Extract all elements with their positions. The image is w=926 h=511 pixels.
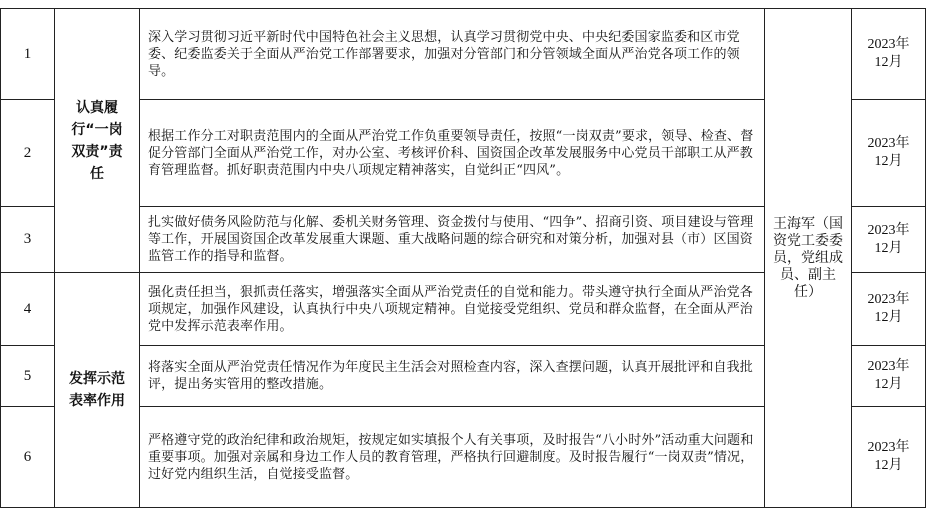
deadline-text: 2023年12月 (867, 136, 910, 169)
deadline (852, 100, 925, 206)
task-description (140, 207, 764, 272)
task-text: 将落实全面从严治党责任情况作为年度民主生活会对照检查内容，深入查摆问题，认真开展批评和自我批评，提出务实管用的整改措施。 (148, 360, 753, 392)
deadline-text: 2023年12月 (867, 440, 910, 473)
deadline (852, 407, 925, 507)
task-description (140, 273, 764, 345)
task-text: 严格遵守党的政治纪律和政治规矩，按规定如实填报个人有关事项，及时报告“八小时外”活动重大问题和重要事项。加强对亲属和身边工作人员的教育管理，严格执行回避制度。及时报告履行“一岗双责”情况，过好党内组织生活，自觉接受监督。 (148, 432, 754, 482)
task-description (140, 100, 764, 206)
responsible-person-cell (765, 9, 851, 507)
task-text: 深入学习贯彻习近平新时代中国特色社会主义思想，认真学习贯彻党中央、中央纪委国家监委和区市党委、纪委监委关于全面从严治党工作部署要求，加强对分管部门和分管领域全面从严治党各项工作的领导。 (148, 29, 740, 79)
row-number: 5 (23, 367, 32, 384)
row-number: 1 (23, 45, 32, 62)
category-cell (55, 273, 139, 507)
deadline (852, 9, 925, 99)
task-text: 强化责任担当，狠抓责任落实，增强落实全面从严治党责任的自觉和能力。带头遵守执行全面从严治党各项规定，加强作风建设，认真执行中央八项规定精神。自觉接受党组织、党员和群众监督，在全面从严治党中发挥示范表率作用。 (148, 284, 753, 334)
category-label: 发挥示范表率作用 (69, 371, 125, 409)
category-cell (55, 9, 139, 272)
deadline (852, 273, 925, 345)
task-description (140, 9, 764, 99)
deadline (852, 207, 925, 272)
row-number: 2 (23, 144, 32, 161)
row-number: 4 (23, 300, 32, 317)
deadline-text: 2023年12月 (867, 37, 910, 70)
category-label: 认真履行“一岗双责”责任 (71, 99, 123, 182)
deadline-text: 2023年12月 (867, 359, 910, 392)
responsible-person: 王海军（国资党工委委员，党组成员、副主任） (773, 215, 843, 300)
deadline-text: 2023年12月 (867, 222, 910, 256)
deadline (852, 346, 925, 406)
task-text: 根据工作分工对职责范围内的全面从严治党工作负重要领导责任，按照“一岗双责”要求，领导、检查、督促分管部门全面从严治党工作，对办公室、考核评价科、国资国企改革发展服务中心党员干部职工从严教育管理监督。抓好职责范围内中央八项规定精神落实，自觉纠正“四风”。 (148, 128, 754, 178)
task-description (140, 346, 764, 406)
row-number: 6 (23, 448, 32, 465)
task-description (140, 407, 764, 507)
task-text: 扎实做好债务风险防范与化解、委机关财务管理、资金拨付与使用、“四争”、招商引资、项目建设与管理等工作，开展国资国企改革发展重大课题、重大战略问题的综合研究和对策分析，加强对县（市）区国资监管工作的指导和监督。 (148, 215, 754, 264)
deadline-text: 2023年12月 (867, 292, 910, 325)
row-number: 3 (23, 231, 32, 247)
